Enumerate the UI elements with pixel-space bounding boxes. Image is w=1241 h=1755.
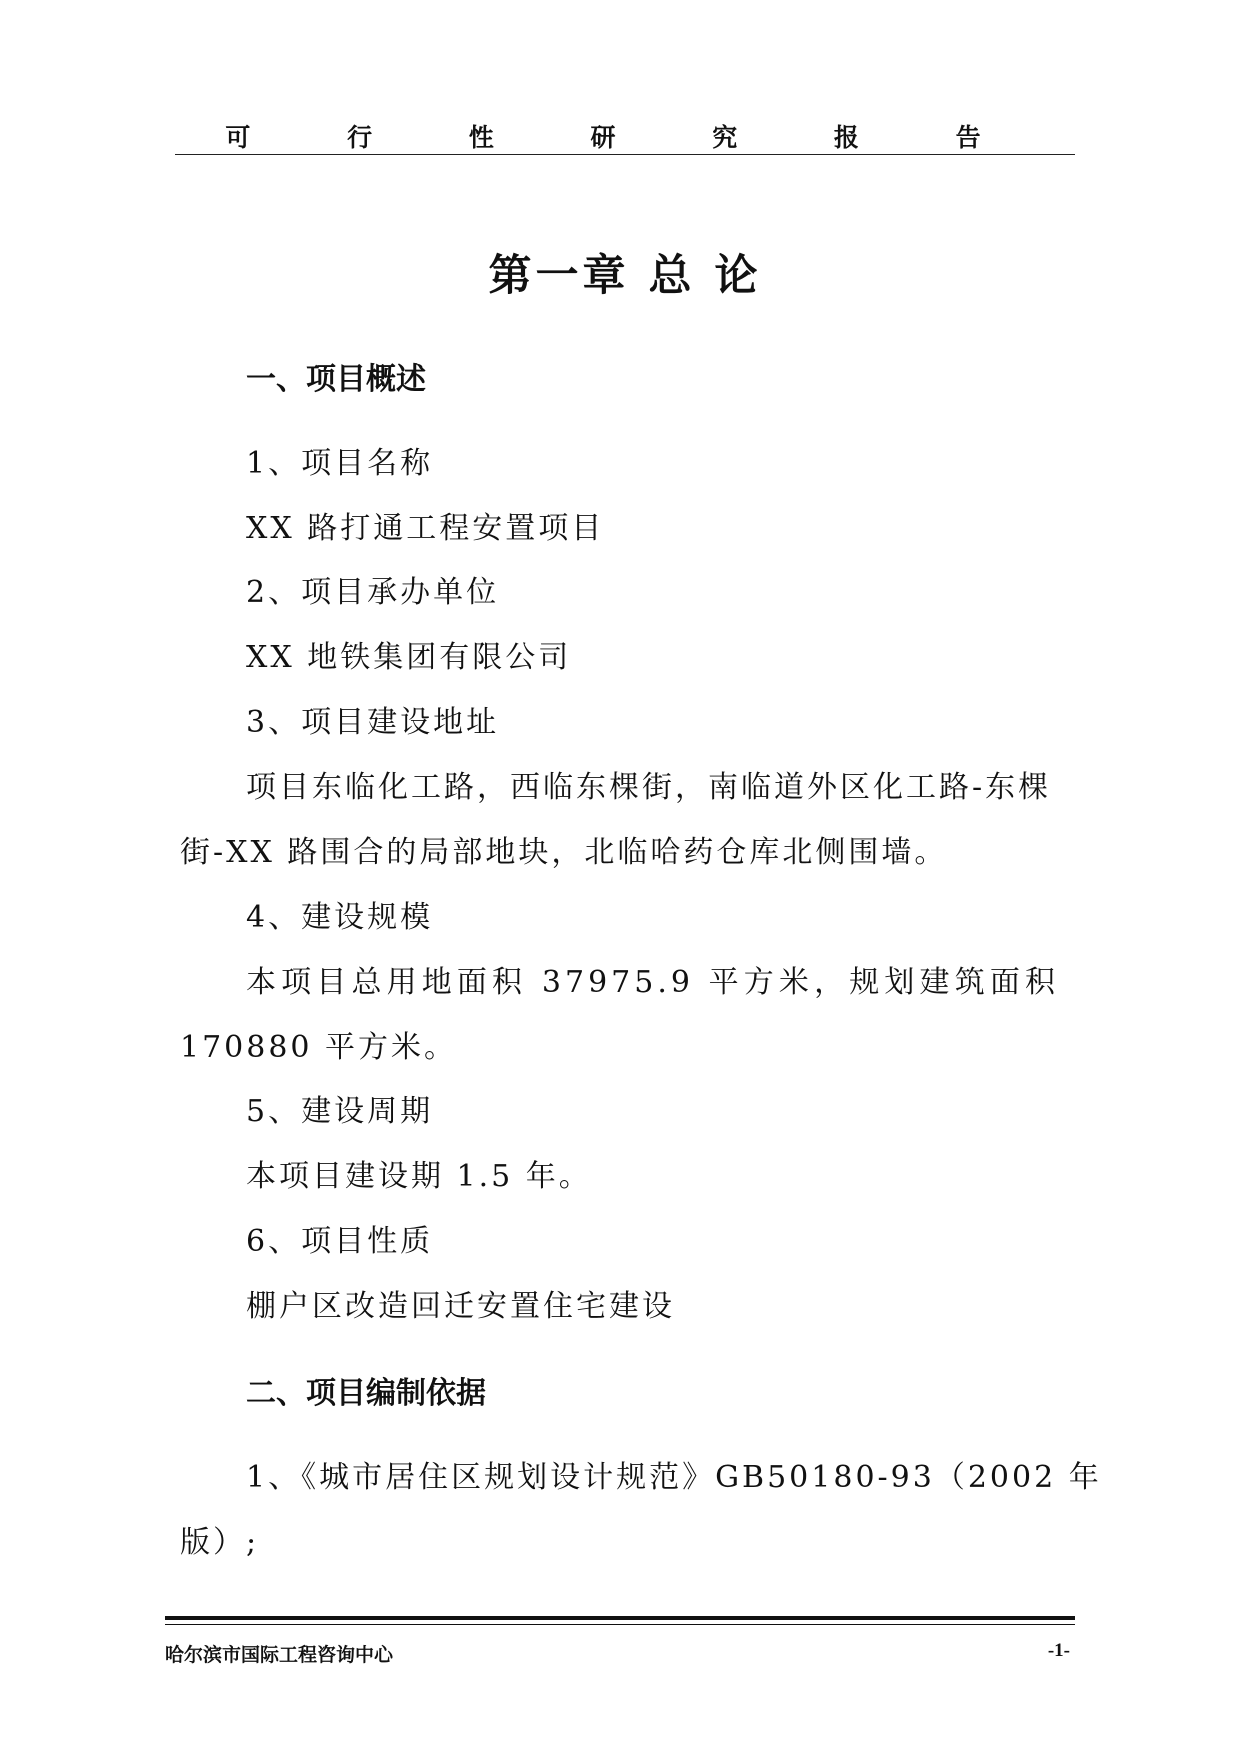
section-heading-basis: 二、项目编制依据 [246,1376,486,1411]
paragraph-line: 本项目建设期 1.5 年。 [246,1159,592,1194]
paragraph-line: 项目东临化工路，西临东棵街，南临道外区化工路-东棵 [246,770,1052,805]
section-heading-overview: 一、项目概述 [246,362,426,397]
paragraph-line: 街-XX 路围合的局部地块，北临哈药仓库北侧围墙。 [180,835,948,870]
footer-organization: 哈尔滨市国际工程咨询中心 [165,1644,394,1666]
item-heading-site-address: 3、项目建设地址 [246,705,500,740]
chapter-title: 第一章 总 论 [488,251,762,301]
paragraph-line: 版）; [180,1525,260,1560]
running-header-title: 可 行 性 研 究 报 告 [225,123,1025,152]
footer-rule-thick [165,1616,1075,1620]
paragraph-line: 1、《城市居住区规划设计规范》GB50180-93（2002 年 [246,1460,1102,1495]
paragraph-line: XX 路打通工程安置项目 [246,511,605,546]
paragraph-line: 170880 平方米。 [180,1030,458,1065]
footer-rule-thin [165,1624,1075,1625]
item-heading-project-name: 1、项目名称 [246,446,434,481]
item-heading-nature: 6、项目性质 [246,1224,434,1259]
item-heading-undertaking-unit: 2、项目承办单位 [246,575,500,610]
paragraph-line: 本项目总用地面积 37975.9 平方米，规划建筑面积 [246,965,1059,1000]
item-heading-scale: 4、建设规模 [246,900,434,935]
item-heading-period: 5、建设周期 [246,1094,434,1129]
header-rule [175,154,1075,155]
page-number: -1- [1047,1640,1070,1661]
paragraph-line: XX 地铁集团有限公司 [246,640,572,675]
paragraph-line: 棚户区改造回迁安置住宅建设 [246,1289,675,1324]
